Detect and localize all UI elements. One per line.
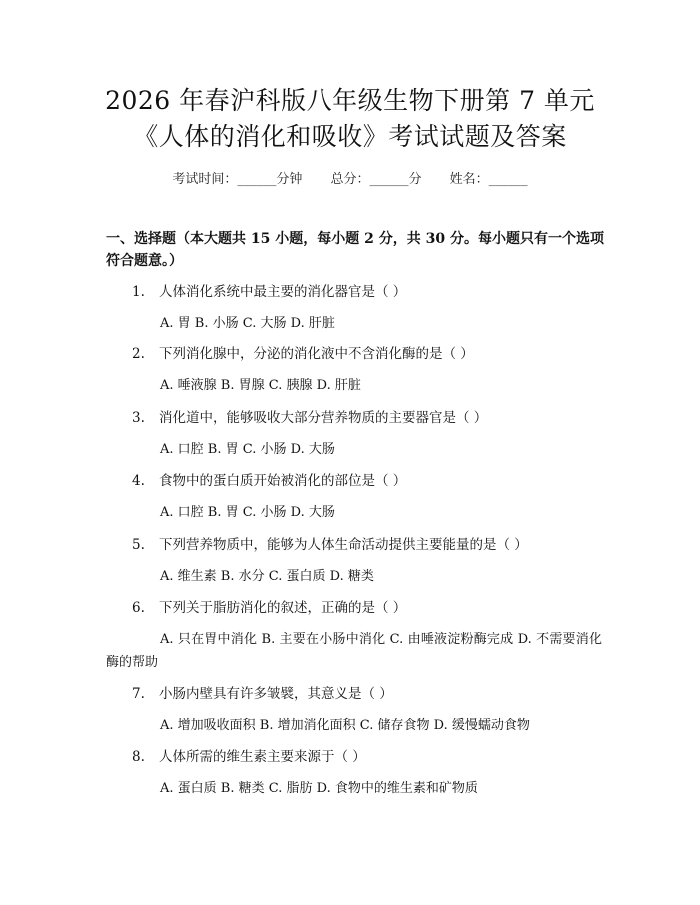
question-7 xyxy=(132,684,393,704)
question-5 xyxy=(132,535,528,555)
question-text: 下列营养物质中，能够为人体生命活动提供主要能量的是（ ） xyxy=(159,537,528,553)
question-2-options: A. 唾液腺 B. 胃腺 C. 胰腺 D. 肝脏 xyxy=(160,378,361,393)
question-7-options: A. 增加吸收面积 B. 增加消化面积 C. 储存食物 D. 缓慢蠕动食物 xyxy=(160,718,530,733)
question-text: 食物中的蛋白质开始被消化的部位是（ ） xyxy=(159,473,407,489)
question-number: 3. xyxy=(132,410,145,426)
question-1 xyxy=(132,282,406,302)
name-field: 姓名：______ xyxy=(449,172,528,187)
question-6-options: A. 只在胃中消化 B. 主要在小肠中消化 C. 由唾液淀粉酶完成 D. 不需要消化酶的帮助 xyxy=(106,632,602,670)
question-number: 2. xyxy=(132,346,145,362)
question-number: 6. xyxy=(132,600,145,616)
question-text: 小肠内壁具有许多皱襞，其意义是（ ） xyxy=(159,686,393,702)
question-number: 5. xyxy=(132,537,145,553)
question-8 xyxy=(132,747,366,767)
document-title-line-2: 《人体的消化和吸收》考试试题及答案 xyxy=(133,122,567,151)
question-text: 下列消化腺中，分泌的消化液中不含消化酶的是（ ） xyxy=(159,346,474,362)
question-text: 人体消化系统中最主要的消化器官是（ ） xyxy=(159,284,407,300)
question-number: 8. xyxy=(132,749,145,765)
question-3-options: A. 口腔 B. 胃 C. 小肠 D. 大肠 xyxy=(160,442,335,457)
exam-time-field: 考试时间：______分钟 xyxy=(172,172,303,187)
question-6 xyxy=(132,598,406,618)
question-8-options: A. 蛋白质 B. 糖类 C. 脂肪 D. 食物中的维生素和矿物质 xyxy=(160,781,478,796)
question-number: 7. xyxy=(132,686,145,702)
question-4-options: A. 口腔 B. 胃 C. 小肠 D. 大肠 xyxy=(160,505,335,520)
question-number: 1. xyxy=(132,284,145,300)
question-number: 4. xyxy=(132,473,145,489)
question-text: 消化道中，能够吸收大部分营养物质的主要器官是（ ） xyxy=(159,410,488,426)
document-title-line-1: 2026 年春沪科版八年级生物下册第 7 单元 xyxy=(105,86,595,115)
question-3 xyxy=(132,408,487,428)
question-1-options: A. 胃 B. 小肠 C. 大肠 D. 肝脏 xyxy=(160,316,335,331)
question-text: 人体所需的维生素主要来源于（ ） xyxy=(159,749,366,765)
question-text: 下列关于脂肪消化的叙述，正确的是（ ） xyxy=(159,600,407,616)
total-score-field: 总分：______分 xyxy=(330,172,422,187)
question-5-options: A. 维生素 B. 水分 C. 蛋白质 D. 糖类 xyxy=(160,569,374,584)
section-heading: 一、选择题（本大题共 15 小题，每小题 2 分，共 30 分。每小题只有一个选项符合题意。） xyxy=(106,231,604,269)
question-2 xyxy=(132,344,474,364)
exam-info xyxy=(0,168,700,187)
question-4 xyxy=(132,471,406,491)
